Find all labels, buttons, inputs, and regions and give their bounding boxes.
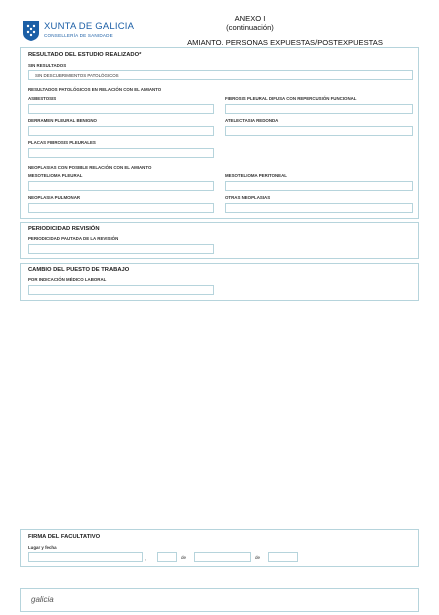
pleural-effusion-field[interactable] [28, 126, 214, 136]
pleural-plaques-label: PLACAS FIBROSIS PLEURALES [28, 140, 96, 145]
document-title: AMIANTO. PERSONAS EXPUESTAS/POSTEXPUESTAS [187, 38, 383, 47]
de-separator-2: de [255, 555, 261, 560]
job-change-field[interactable] [28, 285, 214, 295]
mesothelioma-peritoneal-label: MESOTELIOMA PERITONEAL [225, 173, 287, 178]
page-footer [20, 588, 419, 612]
job-change-label: POR INDICACIÓN MÉDICO LABORAL [28, 277, 107, 282]
job-change-title: CAMBIO DEL PUESTO DE TRABAJO [28, 267, 130, 273]
org-name: XUNTA DE GALICIA [44, 21, 135, 32]
mesothelioma-pleural-field[interactable] [28, 181, 214, 191]
mesothelioma-peritoneal-field[interactable] [225, 181, 413, 191]
signature-section [20, 529, 419, 567]
annex-continuation: (continuación) [226, 23, 274, 32]
xunta-logo [22, 20, 162, 44]
atelectasis-label: ATELECTASIA REDONDA [225, 118, 279, 123]
periodicity-section [20, 222, 419, 259]
asbestosis-label: ASBESTOSIS [28, 96, 57, 101]
other-neoplasia-label: OTRAS NEOPLASIAS [225, 195, 271, 200]
comma-separator: , [145, 556, 147, 561]
results-title: RESULTADO DEL ESTUDIO REALIZADO* [28, 52, 142, 58]
xunta-emblem-icon [22, 20, 40, 42]
no-results-label: SIN RESULTADOS [28, 63, 67, 68]
signature-title: FIRMA DEL FACULTATIVO [28, 534, 101, 540]
no-results-field[interactable] [28, 70, 413, 80]
annex-heading [200, 14, 300, 32]
no-results-value: SIN DESCUBRIMIENTOS PATOLÓGICOS [35, 73, 119, 78]
org-subtitle: CONSELLERÍA DE SANIDADE [44, 33, 113, 38]
periodicity-label: PERIODICIDAD PAUTADA DE LA REVISIÓN [28, 236, 119, 241]
place-field[interactable] [28, 552, 143, 562]
de-separator-1: de [181, 555, 187, 560]
pleural-plaques-field[interactable] [28, 148, 214, 158]
job-change-section [20, 263, 419, 301]
atelectasis-field[interactable] [225, 126, 413, 136]
day-field[interactable] [157, 552, 177, 562]
page-header [0, 0, 439, 48]
pleural-fibrosis-label: FIBROSIS PLEURAL DIFUSA CON REPERCUSIÓN FUNCIONAL [225, 96, 357, 101]
mesothelioma-pleural-label: MESOTELIOMA PLEURAL [28, 173, 83, 178]
pleural-fibrosis-field[interactable] [225, 104, 413, 114]
place-date-label: Lugar y fecha [28, 545, 57, 550]
annex-number: ANEXO I [234, 14, 266, 23]
results-section [20, 47, 419, 219]
periodicity-field[interactable] [28, 244, 214, 254]
pathological-results-label: RESULTADOS PATOLÓGICOS EN RELACIÓN CON EL AMIANTO [28, 87, 162, 92]
neoplasia-label: NEOPLASIAS CON POSIBLE RELACIÓN CON EL AMIANTO [28, 165, 152, 170]
periodicity-title: PERIODICIDAD REVISIÓN [28, 226, 100, 232]
pulmonary-neoplasia-label: NEOPLASIA PULMONAR [28, 195, 81, 200]
pulmonary-neoplasia-field[interactable] [28, 203, 214, 213]
pleural-effusion-label: DERRAMEN PLEURAL BENIGNO [28, 118, 97, 123]
galicia-brand-logo: galicia [31, 595, 54, 604]
year-field[interactable] [268, 552, 298, 562]
asbestosis-field[interactable] [28, 104, 214, 114]
month-field[interactable] [194, 552, 251, 562]
other-neoplasia-field[interactable] [225, 203, 413, 213]
